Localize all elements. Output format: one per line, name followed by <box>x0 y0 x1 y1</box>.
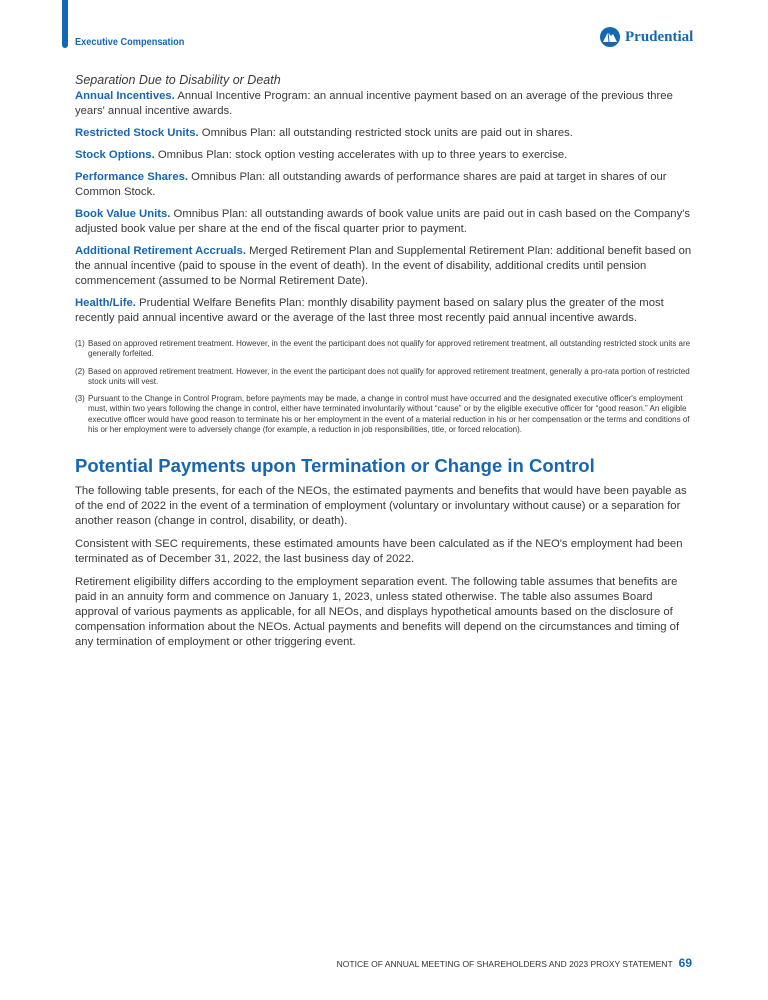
benefit-label: Stock Options. <box>75 149 155 161</box>
benefit-text: Omnibus Plan: all outstanding awards of book value units are paid out in cash based on the Company's adjusted book value per share at the end of the fiscal quarter prior to payment. <box>75 208 691 235</box>
footer-text: NOTICE OF ANNUAL MEETING OF SHAREHOLDERS AND 2023 PROXY STATEMENT <box>336 959 673 969</box>
paragraph: Consistent with SEC requirements, these estimated amounts have been calculated as if the NEO's employment had been terminated as of December 31, 2022, the last business day of 2022. <box>75 538 683 566</box>
benefit-text: Merged Retirement Plan and Supplemental Retirement Plan: additional benefit based on the annual incentive (paid to spouse in the event of death). In the event of disability, additional credits until pension commencement (assumed to be Normal Retirement Date). <box>75 245 692 287</box>
benefit-item <box>75 207 695 237</box>
benefit-item <box>75 296 695 326</box>
benefit-label: Annual Incentives. <box>75 90 175 102</box>
page-content <box>75 73 695 658</box>
section-title: Potential Payments upon Termination or Change in Control <box>75 455 595 477</box>
prudential-logo <box>599 26 693 48</box>
subheading: Separation Due to Disability or Death <box>75 73 281 87</box>
footnote-number: (2) <box>75 366 85 376</box>
benefit-text: Omnibus Plan: all outstanding restricted stock units are paid out in shares. <box>198 127 573 139</box>
benefit-item <box>75 170 695 200</box>
benefit-label: Performance Shares. <box>75 171 189 183</box>
page-footer <box>337 956 692 970</box>
logo-wordmark: Prudential <box>625 28 694 45</box>
paragraph: Retirement eligibility differs according to the employment separation event. The following table assumes that benefits are paid in an annuity form and commence on January 1, 2023, unless stated otherwise. The table also assumes Board approval of various payments as applicable, for all NEOs, and displays hypothetical amounts based on the disclosure of compensation information about the NEOs. Actual payments and benefits will depend on the circumstances and timing of any termination of employment or other triggering event. <box>75 576 680 649</box>
footnote-number: (1) <box>75 339 85 348</box>
benefit-item <box>75 148 695 163</box>
benefit-item <box>75 89 695 119</box>
rock-logo-icon <box>599 26 621 48</box>
footnotes <box>75 339 695 435</box>
paragraph: The following table presents, for each of the NEOs, the estimated payments and benefits that would have been payable as of the end of 2022 in the event of a termination of employment (voluntary or involuntary without cause) or a separation for another reason (change in control, disability, or death). <box>75 485 687 528</box>
benefit-label: Book Value Units. <box>75 208 171 220</box>
footnote-text: Based on approved retirement treatment. However, in the event the participant does not qualify for approved retirement treatment, generally a pro-rata portion of restricted stock units will vest. <box>88 366 690 386</box>
benefit-label: Restricted Stock Units. <box>75 127 199 139</box>
benefit-text: Omnibus Plan: stock option vesting accelerates with up to three years to exercise. <box>154 149 568 161</box>
footnote <box>75 339 695 360</box>
benefit-text: Annual Incentive Program: an annual incentive payment based on an average of the previous three years' annual incentive awards. <box>75 90 673 117</box>
header-accent-bar <box>62 0 68 48</box>
footnote <box>75 394 695 435</box>
benefit-item <box>75 244 695 289</box>
benefit-label: Health/Life. <box>75 297 136 309</box>
footnote <box>75 367 695 388</box>
page-number: 69 <box>678 956 692 970</box>
footnote-text: Based on approved retirement treatment. However, in the event the participant does not qualify for approved retirement treatment, all outstanding restricted stock units are generally forfeited. <box>88 339 691 359</box>
footnote-number: (3) <box>75 394 85 404</box>
benefit-text: Omnibus Plan: all outstanding awards of performance shares are paid at target in shares of our Common Stock. <box>75 171 667 198</box>
section-label: Executive Compensation <box>75 37 185 48</box>
benefit-label: Additional Retirement Accruals. <box>75 245 246 257</box>
benefit-text: Prudential Welfare Benefits Plan: monthly disability payment based on salary plus the greater of the most recently paid annual incentive award or the average of the last three most recently paid annual incentive awards. <box>75 297 664 324</box>
benefit-item <box>75 126 695 141</box>
footnote-text: Pursuant to the Change in Control Program, before payments may be made, a change in control must have occurred and the designated executive officer's employment must, within two years following the change in control, either have terminated involuntarily without “cause” or by the eligible executive officer for “good reason.” An eligible executive officer would have good reason to terminate his or her employment in the event of a material reduction in his or her compensation or the terms and conditions of his or her employment were to adversely change (for example, a reduction in job responsibilities, title, or forced relocation). <box>88 394 690 435</box>
